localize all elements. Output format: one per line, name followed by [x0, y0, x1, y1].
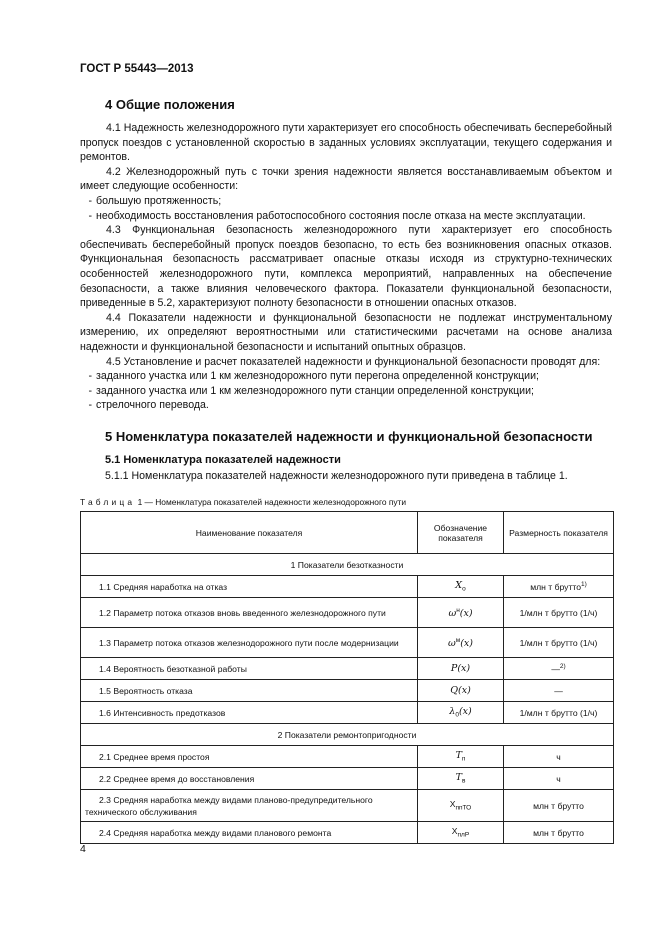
table-row: 2.1 Среднее время простоя $T_п$ ч	[81, 746, 614, 768]
table-header-row	[81, 512, 614, 554]
table-group-row	[81, 554, 614, 576]
paragraph-5-1-1: 5.1.1 Номенклатура показателей надежности железнодорожного пути приведена в таблице 1.	[105, 470, 568, 482]
table-row: 1.2 Параметр потока отказов вновь введенного железнодорожного пути $\omega^н(x)$ 1/млн т брутто (1/ч)	[81, 598, 614, 628]
group-2-title: 2 Показатели ремонтопригодности	[81, 724, 614, 746]
table-row: 2.3 Средняя наработка между видами планово-предупредительного технического обслуживания $X_{ппТО}$ млн т брутто	[81, 790, 614, 822]
table-row: 1.5 Вероятность отказа Q(x) —	[81, 680, 614, 702]
table-row: 1.6 Интенсивность предотказов $\lambda_0(x)$ 1/млн т брутто (1/ч)	[81, 702, 614, 724]
table-row: 2.2 Среднее время до восстановления $T_в$ ч	[81, 768, 614, 790]
list-item: - большую протяженность;	[88, 194, 222, 207]
group-1-title: 1 Показатели безотказности	[81, 554, 614, 576]
section-4-title: 4 Общие положения	[105, 97, 235, 112]
list-item: - заданного участка или 1 км железнодорожного пути перегона определенной конструкции;	[88, 370, 539, 383]
standard-header: ГОСТ Р 55443—2013	[80, 63, 194, 75]
paragraph-4-1: 4.1 Надежность железнодорожного пути характеризует его способность обеспечивать бесперебойный пропуск поездов с установленной скоростью в заданных условиях эксплуатации, текущего содержания и ремонтов.	[80, 122, 612, 164]
paragraph-4-2: 4.2 Железнодорожный путь с точки зрения надежности является восстанавливаемым объектом и имеет следующие особенности:	[80, 165, 612, 193]
paragraph-4-5: 4.5 Установление и расчет показателей надежности и функциональной безопасности проводят для:	[106, 355, 601, 368]
table-row: 2.4 Средняя наработка между видами планового ремонта $X_{плР}$ млн т брутто	[81, 822, 614, 844]
subsection-5-1-title: 5.1 Номенклатура показателей надежности	[105, 454, 341, 466]
list-item: - заданного участка или 1 км железнодорожного пути станции определенной конструкции;	[88, 384, 534, 397]
table-caption: Таблица 1 — Номенклатура показателей надежности железнодорожного пути	[80, 497, 407, 507]
header-unit: Размерность показателя	[504, 512, 614, 554]
section-4-body	[80, 121, 612, 413]
header-name: Наименование показателя	[81, 512, 418, 554]
page-number: 4	[80, 843, 86, 855]
paragraph-4-3: 4.3 Функциональная безопасность железнодорожного пути характеризует его способность обеспечивать бесперебойный пропуск поездов безопасно, то есть без возникновения опасных отказов. Функциональная безопасность рассматривает опасные отказы исходя из структурно-технических особенностей железнодорожного пути, комплекса мероприятий, направленных на обеспечение безопасности, а также влияния человеческого фактора. Показатели функциональной безопасности, приведенные в 5.2, характеризуют полноту безопасности в отношении опасных отказов.	[80, 224, 612, 310]
table-group-row	[81, 724, 614, 746]
list-item: - необходимость восстановления работоспособного состояния после отказа на месте эксплуатации.	[88, 209, 586, 222]
list-item: - стрелочного перевода.	[88, 399, 209, 412]
reliability-indicators-table	[80, 511, 614, 844]
table-row: 1.3 Параметр потока отказов железнодорожного пути после модернизации $\omega^м(x)$ 1/млн т брутто (1/ч)	[81, 628, 614, 658]
paragraph-4-4: 4.4 Показатели надежности и функциональной безопасности не подлежат инструментальному измерению, их определяют вероятностными или статистическими расчетами на основе анализа надежности и функциональной безопасности и испытаний опытных образцов.	[80, 311, 612, 353]
table-row: 1.4 Вероятность безотказной работы P(x) —$^{2)}$	[81, 658, 614, 680]
section-5-title: 5 Номенклатура показателей надежности и функциональной безопасности	[105, 429, 593, 444]
table-row: 1.1 Средняя наработка на отказ $X_о$ млн т брутто$^{1)}$	[81, 576, 614, 598]
header-symbol: Обозначение показателя	[418, 512, 504, 554]
